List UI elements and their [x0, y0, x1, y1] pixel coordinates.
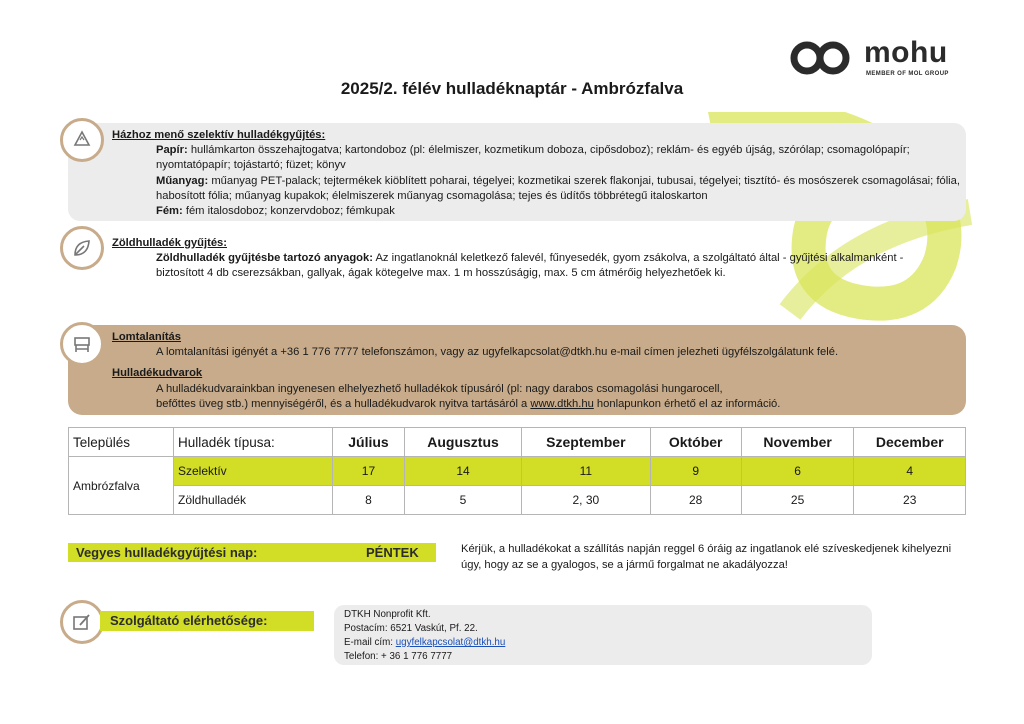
contact-box — [334, 605, 872, 665]
date-cell: 28 — [650, 486, 741, 515]
service-contact-label — [100, 611, 314, 631]
date-cell: 8 — [333, 486, 405, 515]
plastic-line — [112, 174, 962, 204]
recycle-icon — [60, 118, 104, 162]
yard-heading: Hulladékudvarok — [112, 367, 203, 380]
mixed-waste-day: PÉNTEK — [366, 545, 419, 560]
selective-heading: Házhoz menő szelektív hulladékgyűjtés: — [112, 129, 326, 141]
plastic-text: műanyag PET-palack; tejtermékek kiöblített poharai, tégelyei; kozmetikai szerek flakonjai, tubusai, tégelyei; tisztító- és mosószerek csomagolásai; fólia, habosított fólia; műanyag kupakok; élelmiszerek műanyag csomagolása; tejes és üdítős többrétegű italoskarton — [156, 174, 960, 202]
edit-icon — [60, 600, 104, 644]
email-line — [344, 636, 862, 650]
type-cell: Zöldhulladék — [174, 486, 333, 515]
date-cell: 6 — [741, 457, 854, 486]
green-line — [112, 251, 912, 281]
service-label-text: Szolgáltató elérhetősége: — [110, 613, 268, 628]
bulky-section — [112, 330, 932, 412]
paper-line — [112, 143, 962, 173]
table-row — [69, 486, 966, 515]
date-cell: 14 — [404, 457, 521, 486]
col-month: Szeptember — [522, 428, 651, 457]
col-type: Hulladék típusa: — [174, 428, 333, 457]
green-heading: Zöldhulladék gyűjtés: — [112, 237, 227, 249]
postal-address: Postacím: 6521 Vaskút, Pf. 22. — [344, 623, 478, 634]
date-cell: 25 — [741, 486, 854, 515]
table-row — [69, 457, 966, 486]
yard-text-2b: honlapunkon érhető el az információ. — [593, 397, 781, 410]
paper-text: hullámkarton összehajtogatva; kartondoboz (pl: élelmiszer, kozmetikum doboza, cipősdoboz); reklám- és egyéb újság, szórólap; csomagolópapír; nyomtatópapír; tojástartó; füzet; könyv — [156, 144, 910, 172]
mixed-waste-label: Vegyes hulladékgyűjtési nap: — [76, 545, 258, 560]
metal-label: Fém: — [156, 205, 183, 218]
mixed-waste-banner — [68, 543, 436, 562]
schedule-table — [68, 427, 966, 515]
date-cell: 4 — [854, 457, 966, 486]
date-cell: 11 — [522, 457, 651, 486]
metal-line — [112, 204, 962, 219]
yard-text-2 — [112, 397, 932, 412]
page-title: 2025/2. félév hulladéknaptár - Ambrózfalva — [340, 79, 684, 98]
green-text: Az ingatlanoknál keletkező falevél, fűnyesedék, gyom zsákolva, a szolgáltató által - gyűjtési alkalmanként - biztosított 4 db cserezsákban, gallyak, ágak kötegelve max. 1 m hosszúságig, max. 5 cm átmérőig helyezhetőek ki. — [156, 252, 904, 280]
col-month: Október — [650, 428, 741, 457]
email-label: E-mail cím: — [344, 637, 396, 648]
logo-subtitle: MEMBER OF MOL GROUP — [866, 71, 949, 77]
date-cell: 23 — [854, 486, 966, 515]
col-settlement: Település — [69, 428, 174, 457]
yard-text-1: A hulladékudvarainkban ingyenesen elhelyezhető hulladékok típusáról (pl: nagy darabos csomagolási hungarocell, — [156, 382, 723, 395]
bulky-text: A lomtalanítási igényét a +36 1 776 7777 telefonszámon, vagy az ugyfelkapcsolat@dtkh.hu e-mail címen jelezheti ügyfélszolgálatunk felé. — [156, 346, 839, 359]
date-cell: 2, 30 — [522, 486, 651, 515]
settlement-cell: Ambrózfalva — [69, 457, 174, 515]
company-name: DTKH Nonprofit Kft. — [344, 609, 431, 620]
selective-section — [112, 128, 962, 219]
date-cell: 5 — [404, 486, 521, 515]
date-cell: 9 — [650, 457, 741, 486]
green-label: Zöldhulladék gyűjtésbe tartozó anyagok: — [156, 252, 373, 265]
leaf-icon — [60, 226, 104, 270]
green-section — [112, 236, 912, 282]
col-month: Augusztus — [404, 428, 521, 457]
furniture-icon — [60, 322, 104, 366]
bulky-heading: Lomtalanítás — [112, 331, 182, 343]
collection-notice: Kérjük, a hulladékokat a szállítás napján reggel 6 óráig az ingatlanok elé szíveskedjenek kihelyezni úgy, hogy az se a gyalogos, se a jármű forgalmat ne akadályozza! — [461, 543, 952, 571]
phone-line: Telefon: + 36 1 776 7777 — [344, 651, 453, 662]
col-month: November — [741, 428, 854, 457]
type-cell: Szelektív — [174, 457, 333, 486]
mohu-logo-icon — [788, 38, 858, 78]
logo-wordmark: mohu — [864, 36, 948, 69]
email-link[interactable]: ugyfelkapcsolat@dtkh.hu — [395, 637, 506, 648]
col-month: December — [854, 428, 966, 457]
table-header-row — [69, 428, 966, 457]
metal-text: fém italosdoboz; konzervdoboz; fémkupak — [182, 205, 395, 218]
date-cell: 17 — [333, 457, 405, 486]
yard-text-2a: befőttes üveg stb.) mennyiségéről, és a hulladékudvarok nyitva tartásáról a — [156, 397, 531, 410]
paper-label: Papír: — [156, 144, 188, 157]
col-month: Július — [333, 428, 405, 457]
plastic-label: Műanyag: — [156, 174, 209, 187]
mohu-logo — [788, 38, 958, 84]
yard-link[interactable]: www.dtkh.hu — [530, 397, 594, 410]
